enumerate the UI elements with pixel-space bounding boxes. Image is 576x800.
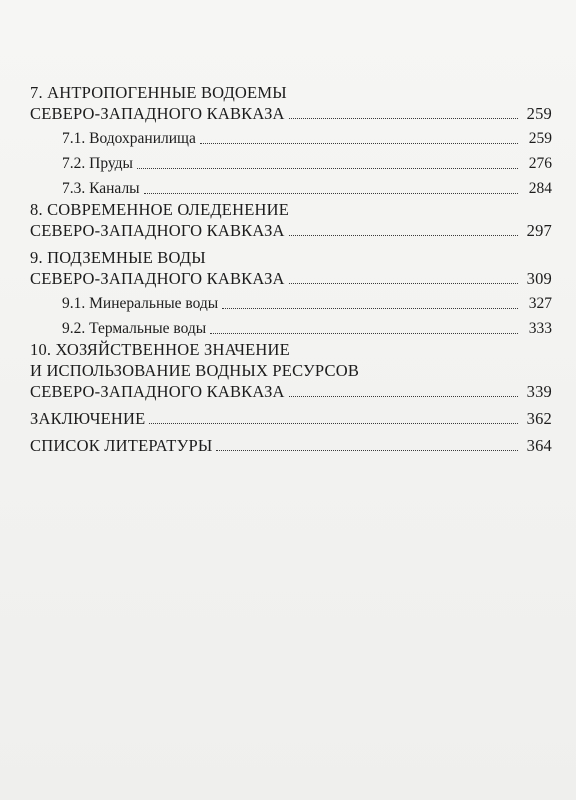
toc-entry-section-9-2[interactable] [30,318,552,339]
chapter-title-line: И ИСПОЛЬЗОВАНИЕ ВОДНЫХ РЕСУРСОВ [30,361,360,380]
chapter-title: СПИСОК ЛИТЕРАТУРЫ [30,436,213,455]
page-number: 284 [528,180,552,197]
toc-entry-chapter-10[interactable] [30,339,552,402]
dot-leader [222,308,518,309]
page-number: 259 [526,104,552,123]
page-number: 259 [528,130,552,147]
chapter-title-line: СЕВЕРО-ЗАПАДНОГО КАВКАЗА [30,221,285,240]
section-title: 9.1. Минеральные воды [62,295,219,312]
toc-entry-section-9-1[interactable] [30,293,552,314]
chapter-title-line: СЕВЕРО-ЗАПАДНОГО КАВКАЗА [30,269,285,288]
section-title: 7.1. Водохранилища [62,130,196,147]
dot-leader [144,193,518,194]
toc-entry-chapter-8[interactable] [30,199,552,241]
dot-leader [216,450,518,451]
toc-entry-conclusion[interactable] [30,408,552,429]
toc-entry-chapter-9[interactable] [30,247,552,289]
page-number: 364 [526,436,552,455]
chapter-title-line: 9. ПОДЗЕМНЫЕ ВОДЫ [30,248,206,267]
chapter-title-line: 8. СОВРЕМЕННОЕ ОЛЕДЕНЕНИЕ [30,200,289,219]
dot-leader [210,333,518,334]
toc-entry-chapter-7[interactable] [30,82,552,124]
chapter-title: ЗАКЛЮЧЕНИЕ [30,409,146,428]
dot-leader [289,118,518,119]
chapter-title-line: СЕВЕРО-ЗАПАДНОГО КАВКАЗА [30,104,285,123]
toc-entry-section-7-1[interactable] [30,128,552,149]
page-number: 362 [526,409,552,428]
page-number: 327 [528,295,552,312]
dot-leader [289,283,518,284]
toc-entry-bibliography[interactable] [30,435,552,456]
toc-entry-section-7-3[interactable] [30,178,552,199]
dot-leader [200,143,518,144]
table-of-contents [30,82,552,456]
page-number: 333 [528,320,552,337]
dot-leader [289,396,518,397]
dot-leader [149,423,518,424]
page-number: 276 [528,155,552,172]
page-number: 309 [526,269,552,288]
section-title: 9.2. Термальные воды [62,320,207,337]
chapter-title-line: 7. АНТРОПОГЕННЫЕ ВОДОЕМЫ [30,83,287,102]
chapter-title-line: СЕВЕРО-ЗАПАДНОГО КАВКАЗА [30,382,285,401]
toc-entry-section-7-2[interactable] [30,153,552,174]
dot-leader [289,235,518,236]
section-title: 7.3. Каналы [62,180,140,197]
page-number: 339 [526,382,552,401]
chapter-title-line: 10. ХОЗЯЙСТВЕННОЕ ЗНАЧЕНИЕ [30,340,290,359]
dot-leader [137,168,518,169]
page-number: 297 [526,221,552,240]
section-title: 7.2. Пруды [62,155,133,172]
